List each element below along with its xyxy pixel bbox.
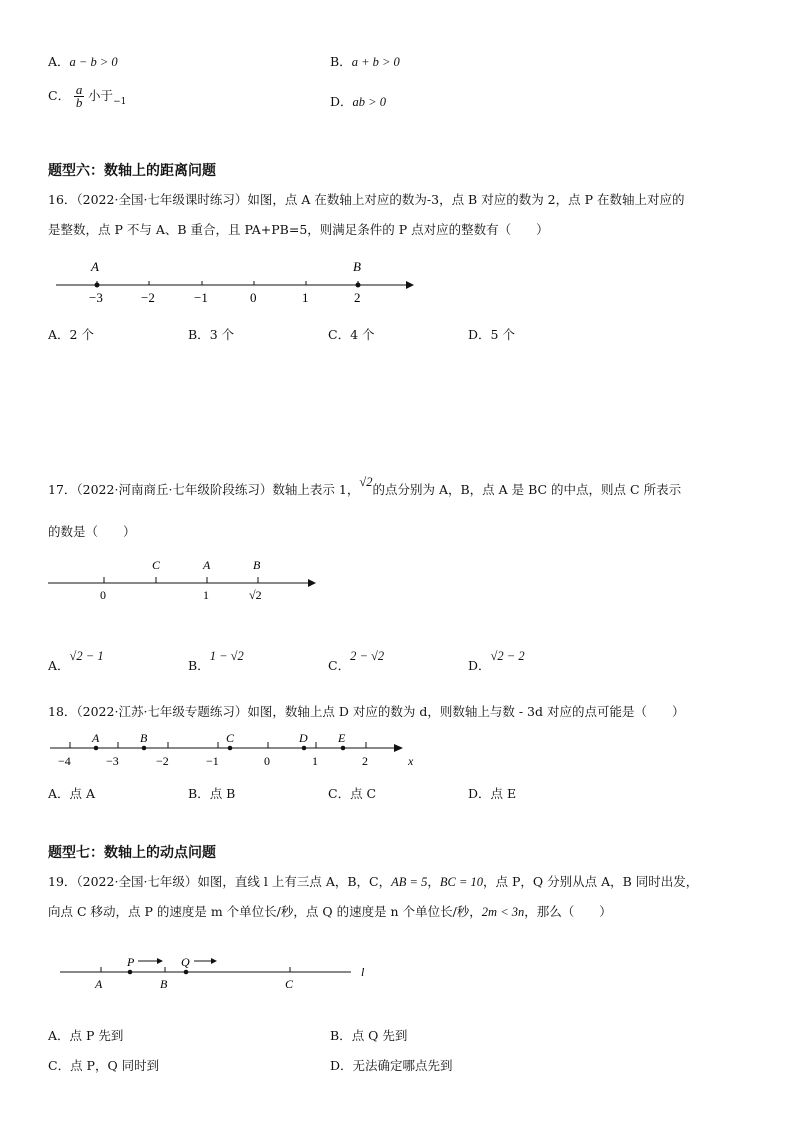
point-b-label: B (253, 558, 261, 572)
q17-text-line1: 17．（2022·河南商丘·七年级阶段练习）数轴上表示 1，√2的点分别为 A，B，点 A 是 BC 的中点，则点 C 所表示 (48, 475, 682, 497)
tick-label: −1 (194, 290, 208, 305)
q16-text-line2: 是整数，点 P 不与 A、B 重合，且 PA+PB=5，则满足条件的 P 点对应的整数有（ ） (48, 222, 549, 237)
point-c-label: C (285, 977, 294, 991)
point-a-label: A (92, 731, 100, 745)
point-a-dot (95, 283, 100, 288)
q15-option-d: D．ab > 0 (330, 94, 386, 109)
q18-option-b: B．点 B (188, 786, 236, 801)
tick-label: 2 (354, 290, 361, 305)
q16-option-a: A．2 个 (48, 327, 94, 342)
q18-option-c: C．点 C (328, 786, 377, 801)
tick-label: −2 (156, 754, 169, 768)
q16-text-line1: 16．（2022·全国·七年级课时练习）如图，点 A 在数轴上对应的数为-3，点 B 对应的数为 2，点 P 在数轴上对应的 (48, 192, 685, 207)
tick-label: 0 (264, 754, 270, 768)
tick-label: 1 (312, 754, 318, 768)
q19-text-line1: 19．（2022·全国·七年级）如图，直线 l 上有三点 A，B，C，AB = 5，BC = 10，点 P，Q 分别从点 A，B 同时出发， (48, 874, 699, 889)
q16-ticks (97, 281, 358, 285)
q18-number-line (48, 730, 428, 775)
tick-label: −1 (206, 754, 219, 768)
q19-option-b: B．点 Q 先到 (330, 1028, 408, 1043)
q16-number-line (48, 255, 428, 310)
q17-number-line (45, 555, 325, 610)
tick-label: 1 (302, 290, 309, 305)
point-e-label: E (338, 731, 346, 745)
tick-label: 2 (362, 754, 368, 768)
sqrt2: √2 (359, 475, 373, 489)
q17-option-d: D．√2 − 2 (468, 649, 525, 673)
q18-option-a: A．点 A (48, 786, 96, 801)
section-7-title: 题型七：数轴上的动点问题 (48, 845, 216, 861)
q15-option-a: A．a − b > 0 (48, 54, 118, 69)
tick-label: 1 (203, 588, 209, 602)
tick-label: −4 (58, 754, 71, 768)
point-p-dot (128, 970, 133, 975)
q15-option-c: C． $\frac{a}{b}$ 小于$_{-1}$ (48, 82, 127, 110)
q18-option-d: D．点 E (468, 786, 517, 801)
q15-option-b: B．a + b > 0 (330, 54, 400, 69)
q18-text-line1: 18．（2022·江苏·七年级专题练习）如图，数轴上点 D 对应的数为 d，则数轴上与数 - 3d 对应的点可能是（ ） (48, 704, 685, 719)
tick-label: −2 (141, 290, 155, 305)
q16-option-d: D．5 个 (468, 327, 515, 342)
tick-label: −3 (89, 290, 103, 305)
point-d-label: D (299, 731, 308, 745)
fraction: $\frac{a}{b}$ (75, 82, 83, 110)
point-b-dot (356, 283, 361, 288)
q19-text-line2: 向点 C 移动，点 P 的速度是 m 个单位长/秒，点 Q 的速度是 n 个单位长/秒，2m < 3n，那么（ ） (48, 904, 612, 919)
q19-option-d: D．无法确定哪点先到 (330, 1058, 453, 1073)
point-a-label: A (95, 977, 103, 991)
point-a-label: A (203, 558, 211, 572)
q17-option-c: C．2 − √2 (328, 649, 385, 673)
q19-line-figure (55, 950, 385, 995)
section-6-title: 题型六：数轴上的距离问题 (48, 163, 216, 179)
q17-option-b: B．1 − √2 (188, 649, 244, 673)
point-c-label: C (226, 731, 235, 745)
q19-option-a: A．点 P 先到 (48, 1028, 124, 1043)
point-a-label: A (91, 259, 99, 274)
point-c-label: C (152, 558, 161, 572)
q16-option-c: C．4 个 (328, 327, 375, 342)
q19-option-c: C．点 P，Q 同时到 (48, 1058, 160, 1073)
q17-text-line2: 的数是（ ） (48, 524, 136, 539)
tick-label: 0 (250, 290, 257, 305)
point-q-dot (184, 970, 189, 975)
point-p-label: P (127, 955, 135, 969)
q17-option-a: A．√2 − 1 (48, 649, 104, 673)
axis-label: x (408, 754, 414, 768)
tick-label: √2 (249, 588, 262, 602)
q16-option-b: B．3 个 (188, 327, 235, 342)
point-q-label: Q (181, 955, 190, 969)
point-b-label: B (353, 259, 361, 274)
line-l-label: l (361, 965, 365, 979)
tick-label: 0 (100, 588, 106, 602)
point-b-label: B (160, 977, 168, 991)
tick-label: −3 (106, 754, 119, 768)
point-b-label: B (140, 731, 148, 745)
